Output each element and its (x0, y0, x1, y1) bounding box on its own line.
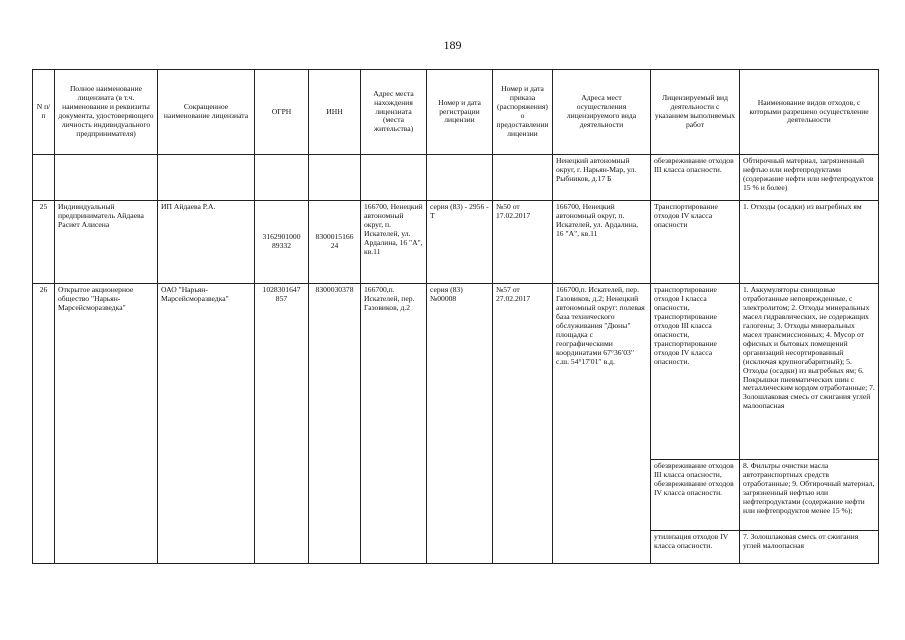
ogrn-cell: 1028301647 857 (255, 284, 309, 564)
places-cell: Ненецкий автономный округ, г. Нарьян-Мар, ул. Рыбников, д.17 Б (553, 155, 651, 201)
header-order: Номер и дата приказа (распоряжения) о предоставлении лицензии (493, 70, 553, 155)
full-name-cell: Индивидуальный предприниматель Айдаева Расиет Алисена (55, 201, 158, 284)
header-places: Адреса мест осуществления лицензируемого вида деятельности (553, 70, 651, 155)
waste-cell: 1. Аккумуляторы свинцовые отработанные неповрежденные, с электролитом; 2. Отходы минеральных масел гидравлических, не содержащих галогены; 3. Отходы минеральных масел трансмиссионных; 4. Мусор от офисных и бытовых помещений организаций несортированный (исключая крупногабаритный); 5. Отходы (осадки) из выгребных ям; 6. Покрышки пневматических шин с металлическим кордом отработанные; 7. Золошлаковая смесь от сжигания углей малоопасная (740, 284, 879, 460)
inn-cell: 8300015166 24 (309, 201, 361, 284)
activity-cell: утилизация отходов IV класса опасности. (651, 531, 740, 564)
table-row (33, 155, 879, 201)
address-cell: 166700,п. Искателей, пер. Газовиков, д.2 (361, 284, 427, 564)
header-registration: Номер и дата регистрации лицензии (427, 70, 493, 155)
header-address: Адрес места нахождения лицензиата (места жительства) (361, 70, 427, 155)
order-cell: №57 от 27.02.2017 (493, 284, 553, 564)
ogrn-cell: 3162901000 89332 (255, 201, 309, 284)
header-ogrn: ОГРН (255, 70, 309, 155)
waste-cell: Обтирочный материал, загрязненный нефтью или нефтепродуктами (содержание нефти или нефтепродуктов 15 % и более) (740, 155, 879, 201)
places-cell: 166700,п. Искателей, пер. Газовиков, д.2; Ненецкий автономный округ: полевая база технического обслуживания "Дюны" площадка с географическими координатами 67°36′03′′ с.ш. 54°17′01′′ в.д. (553, 284, 651, 564)
waste-cell: 7. Золошлаковая смесь от сжигания углей малоопасная (740, 531, 879, 564)
full-name-cell: Открытое акционерное общество "Нарьян-Марсейсморазведка" (55, 284, 158, 564)
inn-cell: 8300030378 (309, 284, 361, 564)
header-waste: Наименование видов отходов, с которыми разрешено осуществление деятельности (740, 70, 879, 155)
header-num: N п/п (33, 70, 55, 155)
activity-cell: обезвреживание отходов III класса опасности. (651, 155, 740, 201)
table-row (33, 284, 879, 460)
row-number: 26 (33, 284, 55, 564)
short-name-cell: ИП Айдаева Р.А. (158, 201, 255, 284)
header-short-name: Сокращенное наименование лицензиата (158, 70, 255, 155)
order-cell: №50 от 17.02.2017 (493, 201, 553, 284)
activity-cell: транспортирование отходов I класса опасности, транспортирование отходов III класса опасности, транспортирование отходов IV класса опасности. (651, 284, 740, 460)
license-register-table (32, 69, 879, 564)
registration-cell: серия (83) №00008 (427, 284, 493, 564)
header-row (33, 70, 879, 155)
activity-cell: обезвреживание отходов III класса опасности, обезвреживание отходов IV класса опасности. (651, 460, 740, 531)
places-cell: 166700, Ненецкий автономный округ, п. Искателей, ул. Ардалина, 16 "А", кв.11 (553, 201, 651, 284)
waste-cell: 1. Отходы (осадки) из выгребных ям (740, 201, 879, 284)
header-activity: Лицензируемый вид деятельности с указанием выполняемых работ (651, 70, 740, 155)
header-full-name: Полное наименование лицензиата (в т.ч. наименование и реквизиты документа, удостоверяющего личность индивидуального предпринимателя) (55, 70, 158, 155)
short-name-cell: ОАО "Нарьян-Марсейсморазведка" (158, 284, 255, 564)
registration-cell: серия (83) - 2956 - Т (427, 201, 493, 284)
row-number: 25 (33, 201, 55, 284)
table-row (33, 201, 879, 284)
activity-cell: Транспортирование отходов IV класса опасности (651, 201, 740, 284)
waste-cell: 8. Фильтры очистки масла автотранспортных средств отработанные; 9. Обтирочный материал, загрязненный нефтью или нефтепродуктами (содержание нефти или нефтепродуктов менее 15 %); (740, 460, 879, 531)
page-number: 189 (443, 38, 462, 52)
header-inn: ИНН (309, 70, 361, 155)
address-cell: 166700, Ненецкий автономный округ, п. Искателей, ул. Ардалина, 16 "А", кв.11 (361, 201, 427, 284)
